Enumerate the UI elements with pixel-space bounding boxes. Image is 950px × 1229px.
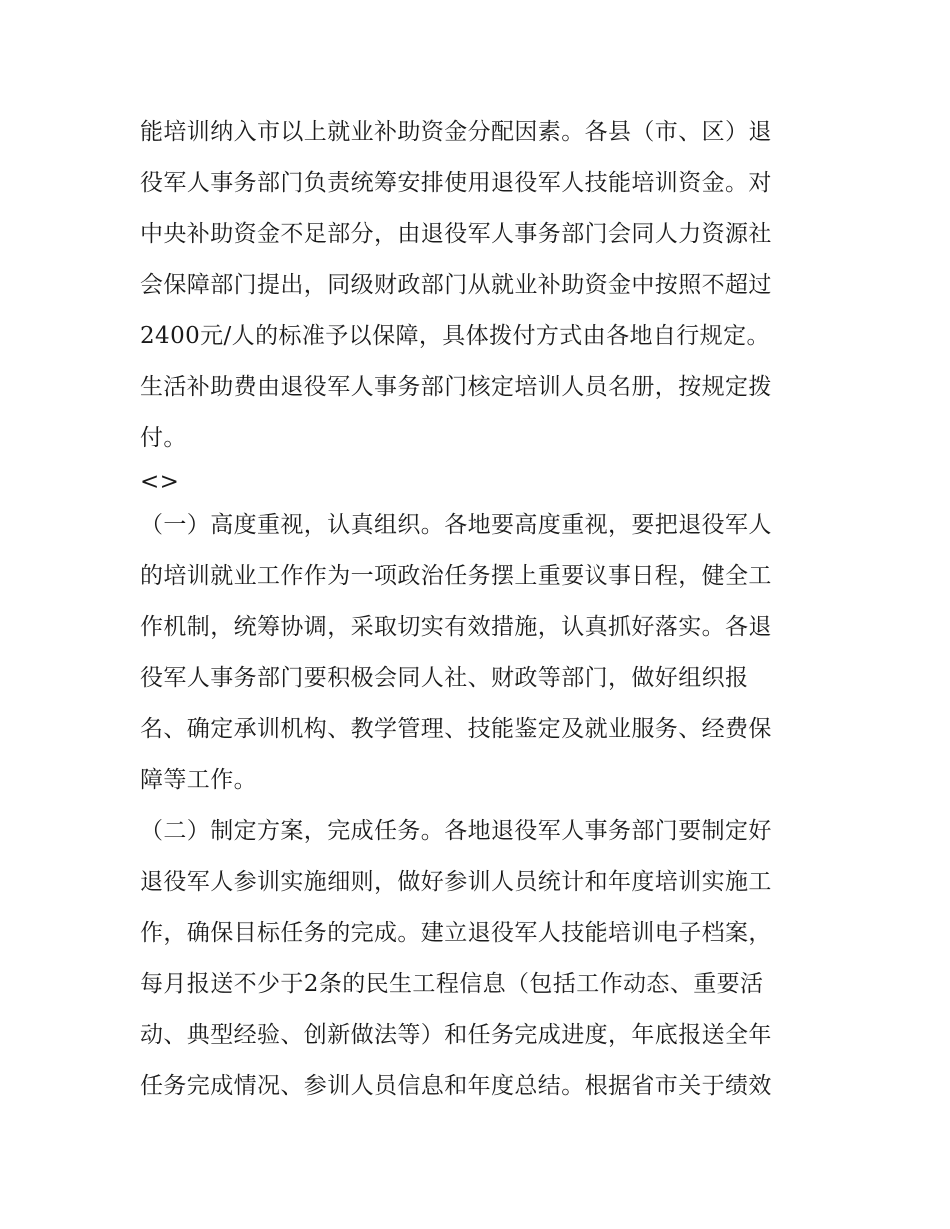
section-marker: <>	[140, 469, 180, 495]
document-body	[140, 107, 820, 1112]
text-line: 的培训就业工作作为一项政治任务摆上重要议事日程，健全工	[140, 563, 772, 589]
text-line: 退役军人参训实施细则，做好参训人员统计和年度培训实施工	[140, 869, 772, 895]
text-line: （二）制定方案，完成任务。各地退役军人事务部门要制定好	[140, 818, 772, 844]
text-line: 付。	[140, 425, 187, 451]
text-line: 能培训纳入市以上就业补助资金分配因素。各县（市、区）退	[140, 119, 772, 145]
text-line: 作，确保目标任务的完成。建立退役军人技能培训电子档案，	[140, 920, 772, 946]
text-line: 生活补助费由退役军人事务部门核定培训人员名册，按规定拨	[140, 374, 772, 400]
text-line: 役军人事务部门负责统筹安排使用退役军人技能培训资金。对	[140, 170, 772, 196]
text-line: （一）高度重视，认真组织。各地要高度重视，要把退役军人	[140, 512, 772, 538]
text-line: 每月报送不少于2条的民生工程信息（包括工作动态、重要活	[140, 971, 764, 997]
text-line: 2400元/人的标准予以保障，具体拨付方式由各地自行规定。	[140, 323, 770, 349]
text-line: 动、典型经验、创新做法等）和任务完成进度，年底报送全年	[140, 1022, 772, 1048]
text-line: 中央补助资金不足部分，由退役军人事务部门会同人力资源社	[140, 221, 772, 247]
text-line: 作机制，统筹协调，采取切实有效措施，认真抓好落实。各退	[140, 614, 772, 640]
text-line: 障等工作。	[140, 767, 257, 793]
text-line: 会保障部门提出，同级财政部门从就业补助资金中按照不超过	[140, 272, 772, 298]
text-line: 役军人事务部门要积极会同人社、财政等部门，做好组织报	[140, 665, 749, 691]
text-line: 名、确定承训机构、教学管理、技能鉴定及就业服务、经费保	[140, 716, 772, 742]
text-line: 任务完成情况、参训人员信息和年度总结。根据省市关于绩效	[140, 1073, 772, 1099]
